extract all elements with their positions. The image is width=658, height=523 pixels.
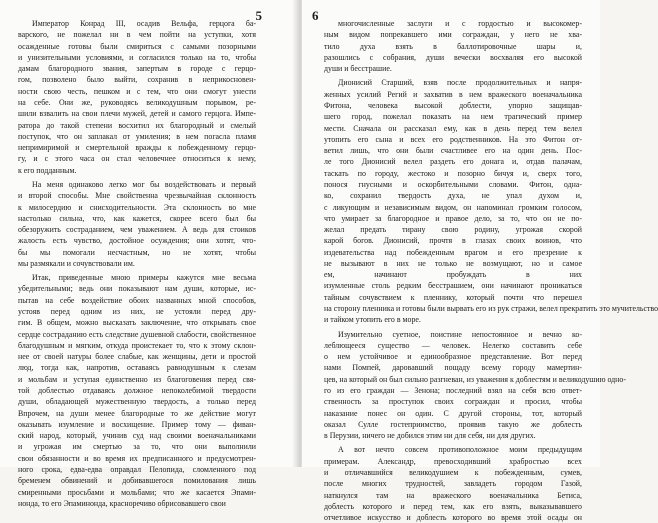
text-line: гом, позволено было выйти, сохранив в неприкосновен-: [18, 75, 256, 85]
left-page-text: [18, 18, 256, 509]
text-line: в Перузии, ничего не добился этим ни для себя, ни для других.: [324, 431, 536, 441]
text-line: после многих трудностей, завладеть городом Газой,: [324, 479, 582, 489]
text-line: и угрожая им смертью за то, что они выполнили: [18, 442, 256, 452]
text-line: что умирает за благородное и правое дело, за то, что он не по-: [324, 213, 582, 223]
text-line: ственность за проступок своих сограждан и просил, чтобы: [324, 397, 582, 407]
text-line: го из его граждан — Зенона; последний взял на себя всю ответ-: [324, 386, 582, 395]
text-line: ного срока, едва-едва оправдал Пелопида, сломленного под: [18, 464, 256, 474]
text-line: свои обязанности и во время их предписанного и предусмотрен-: [18, 453, 256, 463]
text-line: цев, на который он был сильно разгневан, из уважения к доблестям и великодушию одно-: [324, 374, 626, 384]
text-line: оказал Сулле гостеприимство, проявив такую же доблесть: [324, 419, 582, 429]
text-line: утопить его сына и всех его родственников. На это Фитон от-: [324, 134, 582, 144]
text-line: устояв перед одним из них, не устояли перед дру-: [18, 307, 256, 317]
text-line: мести. Сначала он рассказал ему, как в день перед тем велел: [324, 123, 582, 133]
text-line: настолько сильна, что, как кажется, скорее всего был бы: [18, 213, 256, 223]
text-line: многочисленные заслуги и с гордостью и высокомер-: [338, 19, 582, 28]
text-line: леблющееся существо — человек. Нелегко составить себе: [324, 340, 582, 350]
text-line: нее от своей натуры более слабые, как женщины, дети и простой: [18, 352, 256, 362]
text-line: души и бесстрашие.: [324, 64, 392, 74]
text-line: Император Конрад III, осадив Вельфа, герцога ба-: [32, 19, 256, 28]
text-line: убедительными; ведь они показывают нам души, которые, ис-: [18, 284, 256, 294]
text-line: о нем устойчивое и единообразное представление. Вот перед: [324, 352, 582, 362]
text-line: варского, не пожелал ни в чем пойти на уступки, хотя: [18, 30, 256, 40]
text-line: ем, начинают пробуждать в них: [324, 270, 582, 280]
text-line: к его подданным.: [18, 165, 77, 175]
text-line: пытав на себе воздействие обоих названных мной способов,: [18, 295, 256, 305]
text-line: смиренными просьбами и мольбами; что же касается Эпами-: [18, 487, 256, 497]
text-line: бы мы помогали несчастным, но не хотят, чтобы: [18, 247, 256, 257]
text-line: примерам. Александр, превосходивший храбростью всех: [324, 456, 582, 466]
text-line: души, обладающей мужественную твердость, а только перед: [18, 397, 256, 407]
text-line: ным видом попрекавшего ими сограждан, у него не хва-: [324, 30, 582, 40]
text-line: женных усилий Регий и захватив в нем вражеского военачальника: [324, 89, 582, 99]
text-line: доблесть которого и перед тем, как его взять, выказывавшего: [324, 501, 582, 511]
text-line: на сторону пленника и готовы были вырвать его из рук стражи, велел прекратить это мучительство: [324, 304, 658, 314]
text-line: гу, и с этого часа он стал человечнее относиться к нему,: [18, 154, 256, 164]
text-line: шего город, пожелал показать на нем трагический пример: [324, 112, 582, 122]
text-line: обезоружить состраданием, чем уважением. А ведь для стоиков: [18, 225, 256, 235]
text-line: желал предать тирану свою родину, угрожая скорой: [324, 225, 582, 235]
text-line: оказывать изумление и восхищение. Пример тому — фиван-: [18, 419, 256, 429]
text-line: люд, тогда как, напротив, оставаясь равнодушным к слезам: [18, 363, 256, 373]
text-line: и тайком утопить его в море.: [324, 315, 421, 325]
text-line: А вот нечто совсем противоположное моим предыдущим: [338, 445, 582, 455]
text-line: ский народ, который, учинив суд над своими военачальниками: [18, 431, 256, 441]
right-page-text: [324, 18, 658, 523]
text-line: и отличавшийся великодушием к побежденным, сумев,: [324, 467, 582, 477]
text-line: непримиримой и смертельной вражды к побежденному герцо-: [18, 143, 256, 153]
text-line: изумленные столь редким бесстрашием, они начинают проникаться: [324, 281, 582, 291]
text-line: гим. В общем, можно высказать заключение, что открывать свое: [18, 318, 256, 328]
text-line: нами Помпей, даровавший пощаду всему городу мамертин-: [324, 363, 582, 373]
text-line: и унизительными условиями, и согласился только на то, чтобы: [18, 52, 256, 62]
right-page: [302, 0, 658, 523]
text-line: тайным сочувствием к пленнику, который почти что перешел: [324, 292, 582, 302]
text-line: к милосердию и снисходительности. Эта склонность во мне: [18, 202, 256, 212]
text-line: отчетливое искусство и доблесть которого во время этой осады он: [324, 513, 582, 523]
text-line: бременем обвинений и добивавшегося помилования лишь: [18, 476, 256, 486]
text-line: дамам благородного звания, запертым в городе с герцо-: [18, 64, 256, 74]
text-line: Дионисий Старший, взяв после продолжительных и напря-: [338, 78, 582, 88]
text-line: осажденные готовы были смириться с самыми позорными: [18, 41, 256, 51]
text-line: тило духа взять в баллотировочные шары и,: [324, 41, 582, 51]
text-line: мы размякали и сочувствовали им.: [18, 258, 135, 268]
text-line: таскать по городу, жестоко и позорно бичуя и, сверх того,: [324, 168, 582, 178]
text-line: издевательства над побежденным врагом и его презрение к: [324, 247, 582, 257]
left-page: [0, 0, 298, 508]
text-line: жалость есть чувство, достойное осуждения; они хотят, что-: [18, 236, 256, 246]
text-line: с ликующим и независимым видом, он напоминал громким голосом,: [324, 202, 582, 212]
text-line: нонда, то его Эпаминонда, красноречиво обрисовавшего свои: [18, 498, 226, 508]
text-line: ности свою честь, пешком и с тем, что они смогут унести: [18, 86, 256, 96]
text-line: Фитона, человека высокой доблести, упорно защищав-: [324, 100, 582, 110]
text-line: и мольбам и уступая единственно из благоговения перед свя-: [18, 374, 256, 384]
text-line: наказание понес он один. С другой стороны, тот, который: [324, 408, 582, 418]
text-line: благодушным и мягким, откуда проистекает то, что к этому склон-: [18, 340, 256, 350]
text-line: Изумительно суетное, поистине непостоянное и вечно ко-: [338, 329, 582, 339]
text-line: ле того Дионисий велел раздеть его донага и, отдав палачам,: [324, 157, 582, 167]
text-line: Впрочем, на души менее благородные то же действие могут: [18, 408, 256, 418]
text-line: ратора до такой степени восхитил их благородный и смелый: [18, 120, 256, 130]
text-line: поступок, что он заплакал от умиления; в нем погасла пламя: [18, 131, 256, 141]
text-line: сердце состраданию есть следствие душевной слабости, свойственное: [18, 329, 256, 339]
text-line: ветил лишь, что они были счастливее его на один день. Пос-: [324, 146, 582, 156]
text-line: и второй способы. Мне свойственна чрезвычайная склонность: [18, 191, 256, 201]
text-line: ко, сохранил твердость духа, не упал духом и,: [324, 191, 582, 201]
text-line: той доблестью отдаваясь должное непоколебимой твердости: [18, 386, 256, 395]
text-line: На меня одинаково легко мог бы воздействовать и первый: [32, 179, 256, 189]
text-line: понося гнусными и оскорбительными словами. Фитон, одна-: [324, 179, 582, 189]
right-page-number: 6: [312, 8, 319, 23]
text-line: наткнулся там на вражеского военачальника Бетиса,: [324, 490, 582, 500]
text-line: карой богов. Дионисий, прочтя в глазах своих воинов, что: [324, 236, 582, 246]
left-page-number: 5: [255, 8, 262, 23]
text-line: шили взвалить на свои плечи мужей, детей и самого герцога. Импе-: [18, 109, 256, 119]
text-line: не вызывают в них не только не возмущают, но и самое: [324, 258, 582, 268]
text-line: разошлись с собрания, души вечески восхваляя его высокой: [324, 52, 582, 62]
text-line: на себе. Они же, руководясь великодушным порывом, ре-: [18, 97, 256, 107]
text-line: Итак, приведенные мною примеры кажутся мне весьма: [32, 273, 256, 283]
